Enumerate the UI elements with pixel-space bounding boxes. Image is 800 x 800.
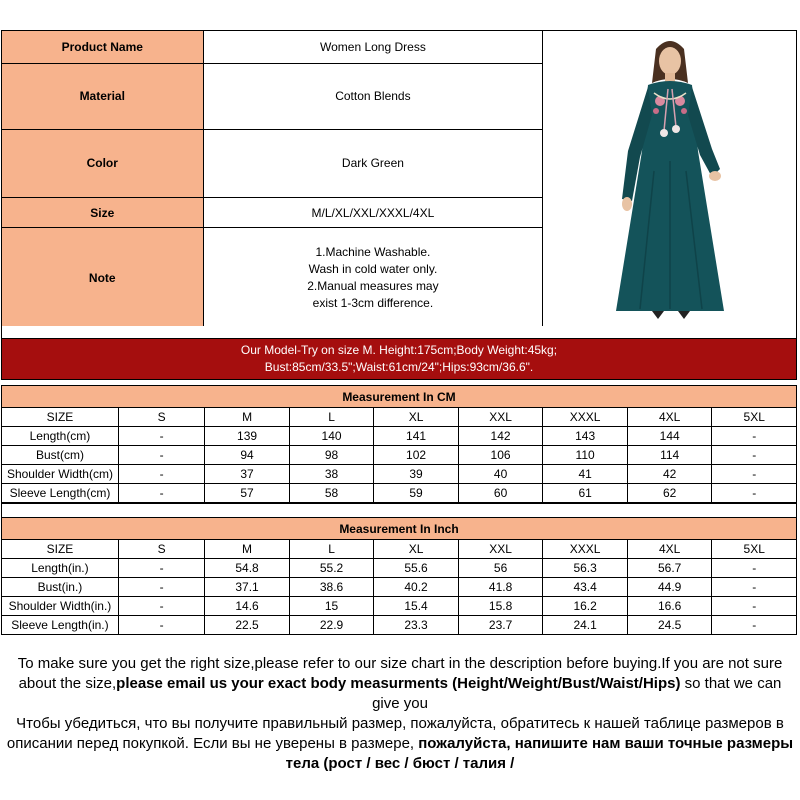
header-cell: M <box>205 540 290 559</box>
header-cell: XXXL <box>543 540 628 559</box>
spacer-row <box>1 503 797 517</box>
cell: 38 <box>289 465 374 484</box>
cell: 110 <box>543 446 628 465</box>
cell: 58 <box>289 484 374 503</box>
cell: 60 <box>458 484 543 503</box>
russian-notice-bold: пожалуйста, напишите нам ваши точные размеры тела (рост / вес / бюст / талия / <box>285 735 794 772</box>
cell: 23.7 <box>458 616 543 635</box>
cell: 114 <box>627 446 712 465</box>
cell: - <box>712 446 797 465</box>
cell: 106 <box>458 446 543 465</box>
banner-line-2: Bust:85cm/33.5";Waist:61cm/24";Hips:93cm/36.6". <box>264 360 534 374</box>
spacer-row <box>1 326 797 338</box>
value-size: M/L/XL/XXL/XXXL/4XL <box>203 198 543 228</box>
value-color: Dark Green <box>203 129 543 197</box>
header-cell: L <box>289 540 374 559</box>
row-label: Sleeve Length(in.) <box>2 616 119 635</box>
header-cell: XXL <box>458 408 543 427</box>
cell: 142 <box>458 427 543 446</box>
header-cell: SIZE <box>2 408 119 427</box>
label-size: Size <box>2 198 204 228</box>
cell: - <box>118 559 204 578</box>
table-row <box>2 616 797 635</box>
cell: 37.1 <box>205 578 290 597</box>
cell: 16.6 <box>627 597 712 616</box>
cell: 42 <box>627 465 712 484</box>
cell: 102 <box>374 446 459 465</box>
english-notice-text: To make sure you get the right size,please refer to our size chart in the description before buying.If you are not sure about the size, <box>17 655 783 692</box>
cell: 143 <box>543 427 628 446</box>
cell: 40.2 <box>374 578 459 597</box>
cell: 15 <box>289 597 374 616</box>
table-row <box>2 597 797 616</box>
cell: - <box>118 427 204 446</box>
cell: 39 <box>374 465 459 484</box>
cell: 55.6 <box>374 559 459 578</box>
cell: - <box>118 465 204 484</box>
table-header-row <box>2 540 797 559</box>
cell: 24.1 <box>543 616 628 635</box>
header-cell: XL <box>374 540 459 559</box>
cell: 22.9 <box>289 616 374 635</box>
cell: 41.8 <box>458 578 543 597</box>
note-line-2: Wash in cold water only. <box>308 262 438 277</box>
cm-table-title: Measurement In CM <box>2 386 797 408</box>
note-line-4: exist 1-3cm difference. <box>312 296 434 311</box>
cell: - <box>118 446 204 465</box>
cell: 61 <box>543 484 628 503</box>
header-cell: M <box>205 408 290 427</box>
cell: 62 <box>627 484 712 503</box>
table-row <box>2 465 797 484</box>
cell: - <box>712 578 797 597</box>
table-row <box>2 446 797 465</box>
label-color: Color <box>2 129 204 197</box>
note-line-3: 2.Manual measures may <box>307 279 439 294</box>
cell: 59 <box>374 484 459 503</box>
header-cell: L <box>289 408 374 427</box>
cell: 94 <box>205 446 290 465</box>
table-header-row <box>2 408 797 427</box>
cell: - <box>118 597 204 616</box>
header-cell: 4XL <box>627 540 712 559</box>
model-photo <box>544 31 796 325</box>
russian-notice-text: Чтобы убедиться, что вы получите правильный размер, пожалуйста, обратитесь к нашей таблице размеров в описании перед покупкой. Если вы не уверены в размере, <box>6 715 784 752</box>
cell: 140 <box>289 427 374 446</box>
cell: - <box>712 597 797 616</box>
cell: 15.8 <box>458 597 543 616</box>
cell: 144 <box>627 427 712 446</box>
note-line-1: 1.Machine Washable. <box>315 245 431 260</box>
row-label: Length(in.) <box>2 559 119 578</box>
table-row <box>2 484 797 503</box>
row-label: Shoulder Width(cm) <box>2 465 119 484</box>
header-cell: 5XL <box>712 540 797 559</box>
cell: 15.4 <box>374 597 459 616</box>
cell: 56.7 <box>627 559 712 578</box>
header-cell: S <box>118 408 204 427</box>
banner-line-1: Our Model-Try on size M. Height:175cm;Body Weight:45kg; <box>240 343 558 357</box>
row-label: Bust(cm) <box>2 446 119 465</box>
row-label: Bust(in.) <box>2 578 119 597</box>
cell: 57 <box>205 484 290 503</box>
header-cell: S <box>118 540 204 559</box>
cell: 54.8 <box>205 559 290 578</box>
header-cell: 4XL <box>627 408 712 427</box>
english-size-notice <box>0 654 800 714</box>
cell: 23.3 <box>374 616 459 635</box>
label-note: Note <box>2 228 204 329</box>
cell: 16.2 <box>543 597 628 616</box>
label-material: Material <box>2 64 204 129</box>
cell: - <box>712 465 797 484</box>
header-cell: SIZE <box>2 540 119 559</box>
cell: - <box>712 484 797 503</box>
measurement-inch-table <box>1 517 797 635</box>
row-label: Sleeve Length(cm) <box>2 484 119 503</box>
value-product-name: Women Long Dress <box>203 31 543 64</box>
cell: - <box>118 616 204 635</box>
cell: - <box>118 578 204 597</box>
cell: - <box>118 484 204 503</box>
header-cell: XL <box>374 408 459 427</box>
cell: 41 <box>543 465 628 484</box>
cell: 98 <box>289 446 374 465</box>
cell: 40 <box>458 465 543 484</box>
cell: - <box>712 616 797 635</box>
cell: 141 <box>374 427 459 446</box>
cell: 56.3 <box>543 559 628 578</box>
table-row <box>2 427 797 446</box>
english-notice-bold: please email us your exact body measurments (Height/Weight/Bust/Waist/Hips) <box>116 675 681 692</box>
russian-size-notice <box>0 714 800 774</box>
inch-table-title: Measurement In Inch <box>2 518 797 540</box>
cell: 14.6 <box>205 597 290 616</box>
header-cell: XXL <box>458 540 543 559</box>
english-notice-end: so that we can give you <box>372 675 782 712</box>
table-row <box>2 578 797 597</box>
header-cell: XXXL <box>543 408 628 427</box>
cell: 55.2 <box>289 559 374 578</box>
cell: - <box>712 559 797 578</box>
model-info-banner <box>1 338 797 380</box>
cell: 37 <box>205 465 290 484</box>
product-info-table <box>1 30 797 329</box>
row-label: Length(cm) <box>2 427 119 446</box>
measurement-cm-table <box>1 385 797 503</box>
cell: 22.5 <box>205 616 290 635</box>
row-label: Shoulder Width(in.) <box>2 597 119 616</box>
cell: 24.5 <box>627 616 712 635</box>
cell: 139 <box>205 427 290 446</box>
value-material: Cotton Blends <box>203 64 543 129</box>
cell: 56 <box>458 559 543 578</box>
cell: 38.6 <box>289 578 374 597</box>
cell: 44.9 <box>627 578 712 597</box>
value-note <box>203 228 543 329</box>
model-photo-cell <box>543 31 797 329</box>
cell: 43.4 <box>543 578 628 597</box>
label-product-name: Product Name <box>2 31 204 64</box>
header-cell: 5XL <box>712 408 797 427</box>
cell: - <box>712 427 797 446</box>
table-row <box>2 559 797 578</box>
